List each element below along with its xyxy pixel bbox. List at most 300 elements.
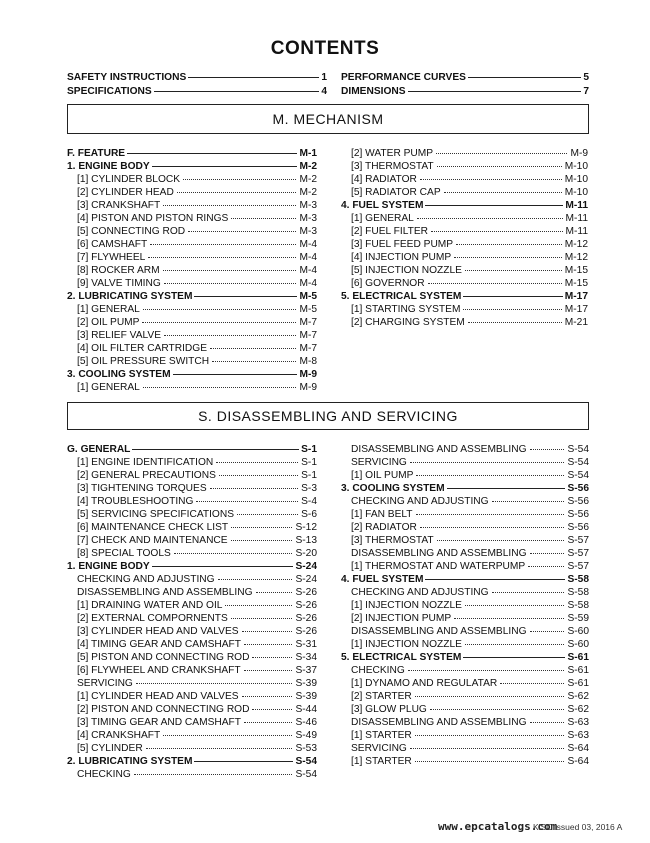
toc-entry	[67, 521, 317, 534]
toc-entry-page: S-24	[295, 561, 317, 572]
toc-entry-label: G. GENERAL	[67, 444, 131, 455]
toc-entry	[341, 599, 589, 612]
toc-entry-page: M-21	[564, 317, 588, 328]
toc-entry-label: DIMENSIONS	[341, 86, 406, 97]
leader-line	[148, 257, 296, 258]
leader-line	[132, 449, 299, 450]
toc-entry-page: S-1	[301, 444, 317, 455]
issue-note: KiSC issued 03, 2016 A	[533, 822, 623, 832]
toc-entry-label: CHECKING AND ADJUSTING	[77, 574, 215, 585]
leader-line	[530, 449, 565, 450]
toc-entry	[67, 768, 317, 781]
toc-entry	[67, 534, 317, 547]
leader-line	[425, 205, 563, 206]
toc-entry	[67, 703, 317, 716]
page-title: CONTENTS	[270, 38, 380, 59]
leader-line	[164, 283, 297, 284]
toc-entry-label: [4] PISTON AND PISTON RINGS	[77, 213, 229, 224]
toc-entry-label: CHECKING AND ADJUSTING	[351, 496, 489, 507]
toc-entry-page: S-6	[301, 509, 317, 520]
leader-line	[410, 748, 565, 749]
toc-entry	[341, 443, 589, 456]
leader-line	[210, 348, 296, 349]
toc-entry-label: SPECIFICATIONS	[67, 86, 152, 97]
toc-section-entry	[341, 199, 588, 212]
toc-entry-page: S-61	[567, 652, 589, 663]
toc-entry	[67, 212, 317, 225]
toc-entry-page: S-54	[295, 769, 317, 780]
toc-entry	[67, 482, 317, 495]
toc-entry-page: S-60	[567, 639, 589, 650]
toc-entry-label: 2. LUBRICATING SYSTEM	[67, 756, 193, 767]
leader-line	[231, 618, 293, 619]
toc-entry-label: 4. FUEL SYSTEM	[341, 574, 424, 585]
toc-entry-page: M-17	[564, 304, 588, 315]
toc-entry-label: 2. LUBRICATING SYSTEM	[67, 291, 193, 302]
toc-entry	[341, 677, 589, 690]
toc-entry	[67, 547, 317, 560]
toc-entry-page: S-1	[301, 457, 317, 468]
toc-entry-page: S-44	[295, 704, 317, 715]
toc-entry-page: M-8	[299, 356, 317, 367]
leader-line	[237, 514, 298, 515]
toc-entry-page: S-58	[567, 587, 589, 598]
leader-line	[408, 91, 582, 92]
toc-entry	[67, 225, 317, 238]
toc-entry-label: [8] SPECIAL TOOLS	[77, 548, 171, 559]
toc-entry-label: [2] FUEL FILTER	[351, 226, 428, 237]
toc-entry-label: [3] TIMING GEAR AND CAMSHAFT	[77, 717, 241, 728]
toc-entry	[341, 147, 588, 160]
toc-entry-page: S-24	[295, 574, 317, 585]
toc-entry-label: DISASSEMBLING AND ASSEMBLING	[351, 626, 527, 637]
toc-entry-label: [1] THERMOSTAT AND WATERPUMP	[351, 561, 526, 572]
leader-line	[212, 361, 296, 362]
toc-entry-label: [6] CAMSHAFT	[77, 239, 148, 250]
leader-line	[142, 322, 296, 323]
toc-entry	[67, 342, 317, 355]
leader-line	[216, 462, 298, 463]
toc-entry-label: [8] ROCKER ARM	[77, 265, 160, 276]
toc-entry-page: S-62	[567, 691, 589, 702]
leader-line	[152, 166, 298, 167]
toc-entry-page: S-57	[567, 561, 589, 572]
toc-entry-page: S-56	[567, 483, 589, 494]
toc-entry-label: [2] INJECTION PUMP	[351, 613, 452, 624]
leader-line	[164, 335, 296, 336]
leader-line	[150, 244, 296, 245]
toc-entry-page: M-10	[564, 174, 588, 185]
toc-entry-page: M-3	[299, 200, 317, 211]
toc-entry-label: PERFORMANCE CURVES	[341, 72, 466, 83]
toc-entry-page: M-12	[564, 239, 588, 250]
toc-entry-page: 4	[321, 86, 327, 97]
leader-line	[242, 631, 293, 632]
toc-entry	[341, 238, 588, 251]
toc-entry-label: CHECKING AND ADJUSTING	[351, 587, 489, 598]
toc-entry	[67, 729, 317, 742]
leader-line	[183, 179, 296, 180]
toc-entry-page: S-39	[295, 678, 317, 689]
toc-entry-page: S-34	[295, 652, 317, 663]
toc-entry-page: 1	[321, 72, 327, 83]
leader-line	[256, 592, 293, 593]
toc-entry	[67, 573, 317, 586]
toc-entry-label: [6] MAINTENANCE CHECK LIST	[77, 522, 229, 533]
toc-entry	[341, 612, 589, 625]
leader-line	[244, 670, 293, 671]
toc-entry-page: M-9	[299, 369, 317, 380]
toc-entry-page: S-13	[295, 535, 317, 546]
leader-line	[244, 644, 293, 645]
leader-line	[143, 309, 297, 310]
toc-entry-label: [1] INJECTION NOZZLE	[351, 639, 462, 650]
toc-entry-page: M-10	[564, 187, 588, 198]
toc-entry-label: [6] FLYWHEEL AND CRANKSHAFT	[77, 665, 241, 676]
leader-line	[188, 231, 296, 232]
toc-entry-page: S-61	[567, 678, 589, 689]
toc-entry-label: 1. ENGINE BODY	[67, 561, 150, 572]
toc-section-entry	[67, 147, 317, 160]
toc-entry	[67, 651, 317, 664]
toc-entry-page: M-11	[565, 213, 588, 224]
toc-entry	[341, 716, 589, 729]
toc-entry-label: [2] CHARGING SYSTEM	[351, 317, 465, 328]
leader-line	[219, 475, 298, 476]
toc-entry-label: [2] EXTERNAL COMPORNENTS	[77, 613, 228, 624]
leader-line	[231, 527, 292, 528]
mechanism-left-column	[67, 147, 317, 394]
leader-line	[463, 309, 561, 310]
toc-entry-label: [7] CHECK AND MAINTENANCE	[77, 535, 228, 546]
leader-line	[428, 283, 562, 284]
toc-section-entry	[341, 482, 589, 495]
leader-line	[463, 296, 562, 297]
toc-entry-page: M-9	[299, 382, 317, 393]
toc-entry-label: DISASSEMBLING AND ASSEMBLING	[77, 587, 253, 598]
toc-entry-label: [3] GLOW PLUG	[351, 704, 427, 715]
toc-entry	[67, 71, 327, 85]
toc-section-entry	[67, 560, 317, 573]
toc-entry-label: [2] PISTON AND CONNECTING ROD	[77, 704, 250, 715]
toc-entry-page: S-64	[567, 743, 589, 754]
toc-entry	[341, 173, 588, 186]
toc-entry	[341, 225, 588, 238]
leader-line	[492, 501, 565, 502]
toc-entry	[341, 742, 589, 755]
toc-entry-label: [2] OIL PUMP	[77, 317, 140, 328]
toc-entry	[341, 729, 589, 742]
toc-entry-page: M-7	[299, 330, 317, 341]
leader-line	[210, 488, 299, 489]
toc-entry-label: [5] INJECTION NOZZLE	[351, 265, 462, 276]
toc-entry	[67, 199, 317, 212]
toc-entry-page: S-58	[567, 574, 589, 585]
toc-entry-label: [1] INJECTION NOZZLE	[351, 600, 462, 611]
top-contents-left	[67, 71, 327, 99]
toc-entry-label: [1] ENGINE IDENTIFICATION	[77, 457, 214, 468]
toc-section-entry	[341, 651, 589, 664]
toc-entry	[341, 469, 589, 482]
leader-line	[231, 540, 293, 541]
toc-entry-label: [2] CYLINDER HEAD	[77, 187, 174, 198]
leader-line	[225, 605, 292, 606]
toc-entry	[341, 508, 589, 521]
toc-entry-page: S-1	[301, 470, 317, 481]
leader-line	[154, 91, 320, 92]
toc-entry-page: M-1	[299, 148, 317, 159]
leader-line	[244, 722, 293, 723]
toc-entry	[67, 742, 317, 755]
toc-entry-page: M-15	[564, 265, 588, 276]
toc-entry-label: [3] THERMOSTAT	[351, 161, 434, 172]
toc-entry-label: [1] CYLINDER BLOCK	[77, 174, 181, 185]
leader-line	[252, 657, 292, 658]
toc-entry	[341, 160, 588, 173]
toc-entry-label: 3. COOLING SYSTEM	[67, 369, 171, 380]
toc-entry	[67, 599, 317, 612]
toc-entry	[341, 703, 589, 716]
toc-entry-label: DISASSEMBLING AND ASSEMBLING	[351, 548, 527, 559]
toc-entry-page: S-63	[567, 717, 589, 728]
toc-entry-page: S-64	[567, 756, 589, 767]
toc-entry-page: S-26	[295, 587, 317, 598]
toc-entry	[67, 355, 317, 368]
toc-entry-label: 1. ENGINE BODY	[67, 161, 150, 172]
toc-entry-label: CHECKING	[77, 769, 131, 780]
toc-entry-page: S-54	[567, 457, 589, 468]
toc-entry	[341, 303, 588, 316]
toc-entry-page: M-7	[299, 343, 317, 354]
toc-entry	[341, 85, 589, 99]
toc-entry-page: S-3	[301, 483, 317, 494]
toc-entry-page: S-39	[295, 691, 317, 702]
toc-entry-page: M-12	[564, 252, 588, 263]
toc-entry-page: S-12	[295, 522, 317, 533]
toc-entry	[341, 547, 589, 560]
leader-line	[530, 553, 565, 554]
toc-entry	[67, 264, 317, 277]
toc-entry	[67, 625, 317, 638]
toc-entry-page: M-3	[299, 226, 317, 237]
toc-entry-label: [3] FUEL FEED PUMP	[351, 239, 454, 250]
leader-line	[430, 709, 565, 710]
leader-line	[437, 540, 565, 541]
toc-entry	[67, 85, 327, 99]
toc-entry-page: S-56	[567, 496, 589, 507]
toc-entry-page: S-59	[567, 613, 589, 624]
leader-line	[146, 748, 293, 749]
toc-entry-page: M-7	[299, 317, 317, 328]
toc-entry	[341, 251, 588, 264]
toc-entry	[67, 664, 317, 677]
leader-line	[465, 644, 565, 645]
leader-line	[500, 683, 564, 684]
toc-entry-label: [1] GENERAL	[77, 304, 140, 315]
toc-entry	[67, 690, 317, 703]
leader-line	[456, 244, 562, 245]
toc-entry-page: S-60	[567, 626, 589, 637]
toc-entry-label: [6] GOVERNOR	[351, 278, 425, 289]
leader-line	[194, 761, 293, 762]
toc-entry-page: S-31	[295, 639, 317, 650]
toc-entry-label: SAFETY INSTRUCTIONS	[67, 72, 187, 83]
section-heading-disassembling: S. DISASSEMBLING AND SERVICING	[67, 402, 589, 430]
toc-entry-page: 5	[583, 72, 589, 83]
toc-entry-label: [1] DRAINING WATER AND OIL	[77, 600, 223, 611]
toc-entry-page: S-26	[295, 600, 317, 611]
toc-entry	[341, 755, 589, 768]
toc-entry	[67, 586, 317, 599]
toc-entry-label: 5. ELECTRICAL SYSTEM	[341, 291, 462, 302]
toc-entry-label: SERVICING	[351, 743, 407, 754]
toc-entry-page: M-10	[564, 161, 588, 172]
toc-entry	[341, 316, 588, 329]
toc-section-entry	[341, 290, 588, 303]
disassembling-left-column	[67, 443, 317, 781]
toc-entry	[341, 495, 589, 508]
toc-entry-page: M-2	[299, 174, 317, 185]
toc-entry	[67, 251, 317, 264]
toc-entry-page: S-56	[567, 522, 589, 533]
leader-line	[163, 735, 292, 736]
toc-entry-label: [4] CRANKSHAFT	[77, 730, 161, 741]
toc-entry	[67, 186, 317, 199]
toc-entry-page: M-4	[299, 239, 317, 250]
toc-entry	[341, 534, 589, 547]
toc-entry-label: [2] GENERAL PRECAUTIONS	[77, 470, 216, 481]
toc-entry	[341, 638, 589, 651]
leader-line	[530, 631, 565, 632]
toc-entry	[341, 521, 589, 534]
toc-entry-page: M-11	[565, 226, 588, 237]
toc-entry-label: [5] PISTON AND CONNECTING ROD	[77, 652, 250, 663]
toc-entry-label: [3] THERMOSTAT	[351, 535, 434, 546]
toc-entry-label: [1] GENERAL	[351, 213, 414, 224]
toc-entry-label: [5] RADIATOR CAP	[351, 187, 441, 198]
toc-entry	[67, 329, 317, 342]
leader-line	[218, 579, 293, 580]
leader-line	[127, 153, 297, 154]
toc-section-entry	[67, 290, 317, 303]
leader-line	[416, 514, 565, 515]
leader-line	[188, 77, 319, 78]
toc-entry-page: M-2	[299, 187, 317, 198]
toc-entry	[341, 212, 588, 225]
toc-entry-label: [5] CONNECTING ROD	[77, 226, 186, 237]
leader-line	[436, 153, 567, 154]
leader-line	[417, 218, 563, 219]
toc-entry-page: S-54	[567, 444, 589, 455]
leader-line	[447, 488, 566, 489]
toc-entry-page: S-54	[295, 756, 317, 767]
toc-entry	[67, 495, 317, 508]
leader-line	[136, 683, 293, 684]
leader-line	[463, 657, 565, 658]
toc-entry-label: [3] CRANKSHAFT	[77, 200, 161, 211]
toc-entry-label: SERVICING	[77, 678, 133, 689]
toc-entry-label: [2] RADIATOR	[351, 522, 417, 533]
toc-entry-page: M-15	[564, 278, 588, 289]
toc-entry-label: [1] STARTER	[351, 730, 412, 741]
toc-entry-label: [2] STARTER	[351, 691, 412, 702]
toc-entry-page: 7	[583, 86, 589, 97]
toc-entry-label: [4] TROUBLESHOOTING	[77, 496, 194, 507]
toc-entry-label: [1] FAN BELT	[351, 509, 413, 520]
toc-entry-label: [4] RADIATOR	[351, 174, 417, 185]
toc-entry-page: M-3	[299, 213, 317, 224]
toc-entry-label: [1] STARTING SYSTEM	[351, 304, 461, 315]
toc-entry-page: S-63	[567, 730, 589, 741]
toc-entry-label: F. FEATURE	[67, 148, 126, 159]
toc-entry	[67, 677, 317, 690]
toc-entry-page: M-9	[570, 148, 588, 159]
toc-section-entry	[67, 443, 317, 456]
toc-entry-label: [4] OIL FILTER CARTRIDGE	[77, 343, 208, 354]
toc-entry-label: [1] GENERAL	[77, 382, 140, 393]
toc-entry	[67, 238, 317, 251]
toc-entry	[341, 277, 588, 290]
leader-line	[174, 553, 293, 554]
toc-entry-label: DISASSEMBLING AND ASSEMBLING	[351, 717, 527, 728]
mechanism-right-column	[341, 147, 588, 329]
toc-entry-page: S-57	[567, 535, 589, 546]
toc-entry-label: 4. FUEL SYSTEM	[341, 200, 424, 211]
leader-line	[416, 475, 564, 476]
leader-line	[231, 218, 296, 219]
toc-section-entry	[341, 573, 589, 586]
leader-line	[134, 774, 293, 775]
toc-entry-page: M-17	[564, 291, 588, 302]
disassembling-right-column	[341, 443, 589, 768]
toc-entry-page: S-26	[295, 626, 317, 637]
toc-section-entry	[67, 160, 317, 173]
toc-entry-label: [2] WATER PUMP	[351, 148, 434, 159]
toc-entry-page: S-49	[295, 730, 317, 741]
toc-entry-page: S-46	[295, 717, 317, 728]
toc-entry-label: [1] OIL PUMP	[351, 470, 414, 481]
toc-entry-page: S-4	[301, 496, 317, 507]
leader-line	[415, 735, 565, 736]
toc-entry-page: S-53	[295, 743, 317, 754]
toc-entry	[67, 638, 317, 651]
toc-entry	[67, 716, 317, 729]
leader-line	[468, 322, 562, 323]
toc-entry	[341, 586, 589, 599]
leader-line	[454, 618, 564, 619]
leader-line	[152, 566, 294, 567]
toc-entry	[67, 456, 317, 469]
leader-line	[420, 527, 565, 528]
leader-line	[415, 696, 565, 697]
leader-line	[194, 296, 297, 297]
toc-entry-page: S-61	[567, 665, 589, 676]
toc-entry	[67, 303, 317, 316]
toc-entry-page: M-5	[299, 291, 317, 302]
leader-line	[528, 566, 564, 567]
toc-entry-page: S-54	[567, 470, 589, 481]
toc-entry-label: [1] DYNAMO AND REGULATAR	[351, 678, 498, 689]
toc-entry-page: S-58	[567, 600, 589, 611]
toc-entry-label: [1] CYLINDER HEAD AND VALVES	[77, 691, 239, 702]
toc-entry	[341, 71, 589, 85]
toc-entry-label: [5] OIL PRESSURE SWITCH	[77, 356, 210, 367]
leader-line	[530, 722, 565, 723]
toc-entry-page: M-4	[299, 252, 317, 263]
toc-entry-label: DISASSEMBLING AND ASSEMBLING	[351, 444, 527, 455]
toc-entry	[341, 456, 589, 469]
toc-entry	[341, 664, 589, 677]
